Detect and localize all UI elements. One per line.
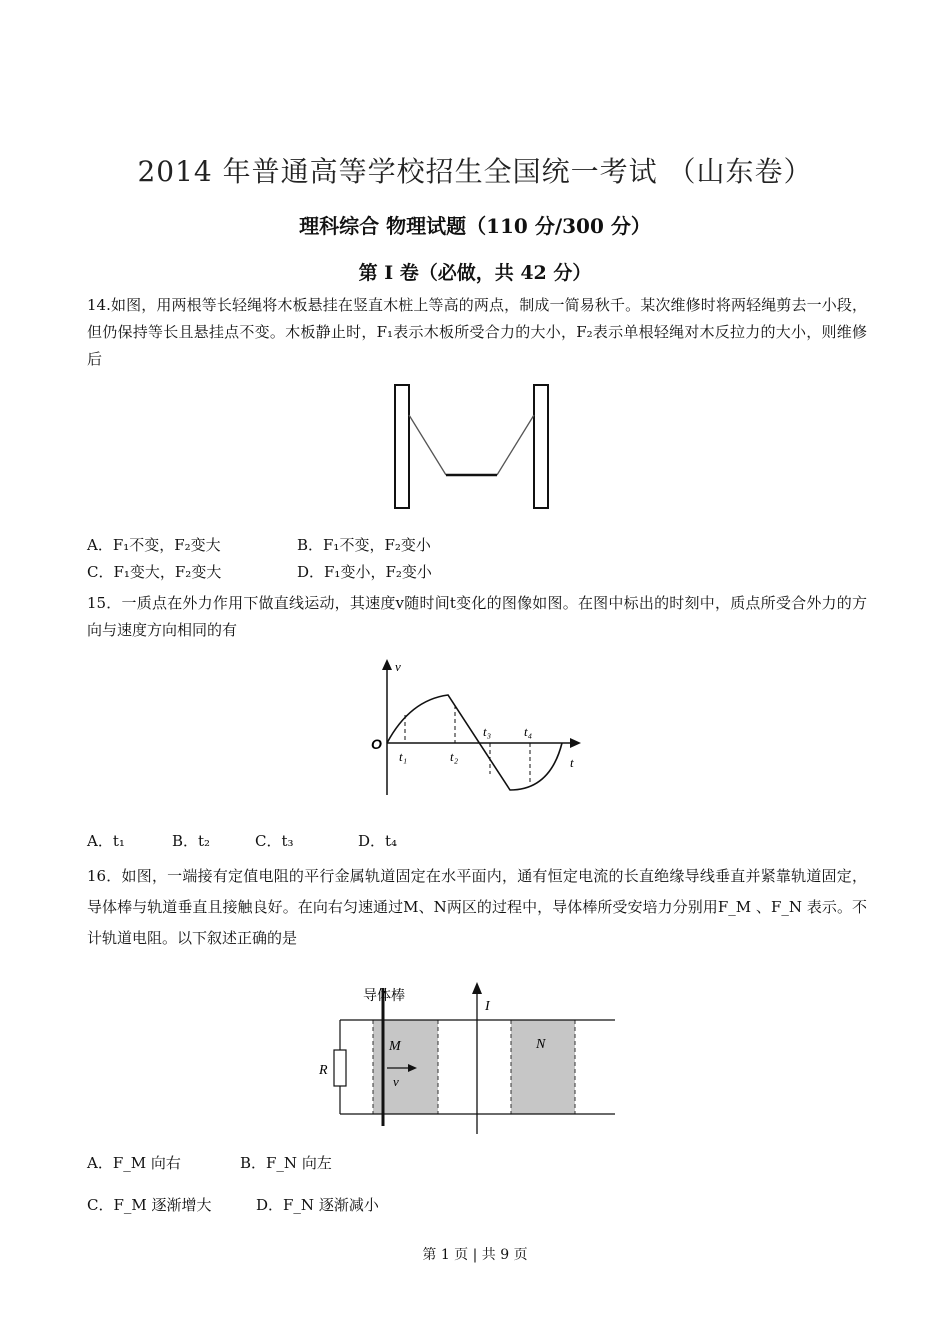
region-n-label: N: [536, 1037, 546, 1052]
origin-label: O: [371, 736, 382, 752]
section-heading: 第 Ⅰ 卷（必做，共 42 分）: [358, 262, 592, 284]
q14-option-a: A．F₁不变，F₂变大: [87, 536, 221, 554]
q15-option-a: A．t₁: [87, 832, 125, 850]
question-15-text: 15．一质点在外力作用下做直线运动，其速度v随时间t变化的图像如图。在图中标出的时刻中，质点所受合外力的方向与速度方向相同的有: [87, 594, 867, 639]
right-rope: [497, 415, 534, 475]
current-label: I: [485, 999, 490, 1014]
t-axis-label: t: [570, 755, 574, 770]
q16-option-c: C．F_M 逐渐增大: [87, 1196, 212, 1214]
resistor: [334, 1050, 346, 1086]
q14-option-d: D．F₁变小，F₂变小: [297, 563, 432, 581]
q15-option-b: B．t₂: [172, 832, 211, 850]
exam-subtitle: 理科综合 物理试题（110 分/300 分）: [299, 214, 651, 238]
left-rope: [409, 415, 446, 475]
velocity-label: v: [393, 1074, 399, 1089]
q14-option-b: B．F₁不变，F₂变小: [297, 536, 431, 554]
t4-label: t₄: [524, 724, 533, 739]
resistor-label: R: [319, 1063, 328, 1078]
region-m-label: M: [389, 1039, 401, 1054]
rod-label: 导体棒: [363, 988, 405, 1004]
question-14-text: 14.如图，用两根等长轻绳将木板悬挂在竖直木桩上等高的两点，制成一简易秋千。某次维修时将两轻绳剪去一小段，但仍保持等长且悬挂点不变。木板静止时，F₁表示木板所受合力的大小，F₂表示单根轻绳对木反拉力的大小，则维修后: [87, 296, 867, 368]
q16-option-b: B．F_N 向左: [240, 1154, 332, 1172]
swing-figure: [380, 380, 560, 515]
velocity-time-figure: [365, 655, 590, 800]
v-axis-label: v: [395, 659, 401, 674]
t-axis-arrow: [570, 738, 581, 748]
current-arrow: [472, 982, 482, 994]
exam-title: 2014 年普通高等学校招生全国统一考试 （山东卷）: [137, 155, 813, 188]
t1-label: t₁: [399, 749, 408, 764]
question-16-text: 16．如图，一端接有定值电阻的平行金属轨道固定在水平面内，通有恒定电流的长直绝缘导线垂直并紧靠轨道固定，导体棒与轨道垂直且接触良好。在向右匀速通过M、N两区的过程中，导体棒所受安培力分别用F_M 、F_N 表示。不计轨道电阻。以下叙述正确的是: [87, 867, 867, 947]
q16-option-a: A．F_M 向右: [87, 1154, 181, 1172]
q15-option-c: C．t₃: [255, 832, 294, 850]
left-post: [395, 385, 409, 508]
t2-label: t₂: [450, 749, 459, 764]
page-footer: 第 1 页 | 共 9 页: [422, 1247, 528, 1263]
region-n-shading: [511, 1020, 575, 1114]
t3-label: t₃: [483, 724, 492, 739]
q14-option-c: C．F₁变大，F₂变大: [87, 563, 222, 581]
right-post: [534, 385, 548, 508]
q16-option-d: D．F_N 逐渐减小: [256, 1196, 379, 1214]
v-axis-arrow: [382, 659, 392, 670]
q15-option-d: D．t₄: [358, 832, 398, 850]
rail-circuit-figure: [315, 980, 625, 1140]
